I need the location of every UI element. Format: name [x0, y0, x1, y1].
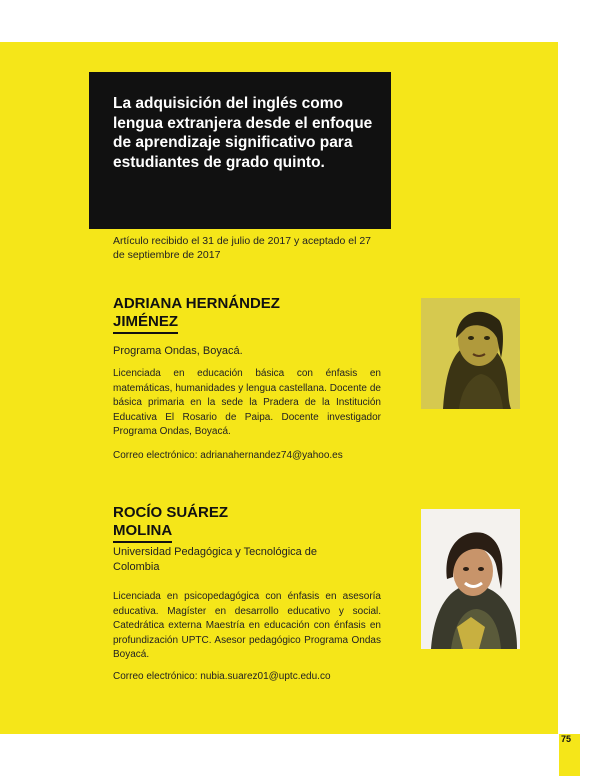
author-bio: Licenciada en educación básica con énfasis en matemáticas, humanidades y lengua castellana. Docente de básica primaria en la sede la Pradera de la Institución Educativa El Rosario de Paipa. Docente investigador Programa Ondas, Boyacá.	[113, 368, 381, 437]
author-name-line1: ROCÍO SUÁREZ	[113, 504, 229, 521]
author-bio: Licenciada en psicopedagógica con énfasis en asesoría educativa. Magíster en desarrollo educativo y social. Catedrática externa Maestría en educación con énfasis en profundización UPTC. Asesor pedagógico Programa Ondas Boyacá.	[113, 591, 381, 660]
author-email: Correo electrónico: nubia.suarez01@uptc.edu.co	[113, 671, 331, 682]
author-photo-adriana	[421, 298, 520, 409]
author-affiliation: Universidad Pedagógica y Tecnológica de Colombia	[113, 546, 318, 573]
author-name-rocio	[113, 504, 228, 543]
right-margin-strip	[559, 42, 600, 734]
author-email: Correo electrónico: adrianahernandez74@yahoo.es	[113, 450, 343, 461]
page-number: 75	[561, 734, 572, 744]
author-affiliation: Programa Ondas, Boyacá.	[113, 345, 243, 357]
author-name-line2: MOLINA	[113, 522, 172, 543]
author-photo-rocio	[421, 509, 520, 649]
author-name-adriana	[113, 295, 280, 334]
received-date: Artículo recibido el 31 de julio de 2017 y aceptado el 27 de septiembre de 2017	[113, 235, 372, 261]
author-name-line1: ADRIANA HERNÁNDEZ	[113, 295, 280, 312]
author-name-line2: JIMÉNEZ	[113, 313, 178, 334]
article-title: La adquisición del inglés como lengua extranjera desde el enfoque de aprendizaje significativo para estudiantes de grado quinto.	[113, 95, 373, 171]
